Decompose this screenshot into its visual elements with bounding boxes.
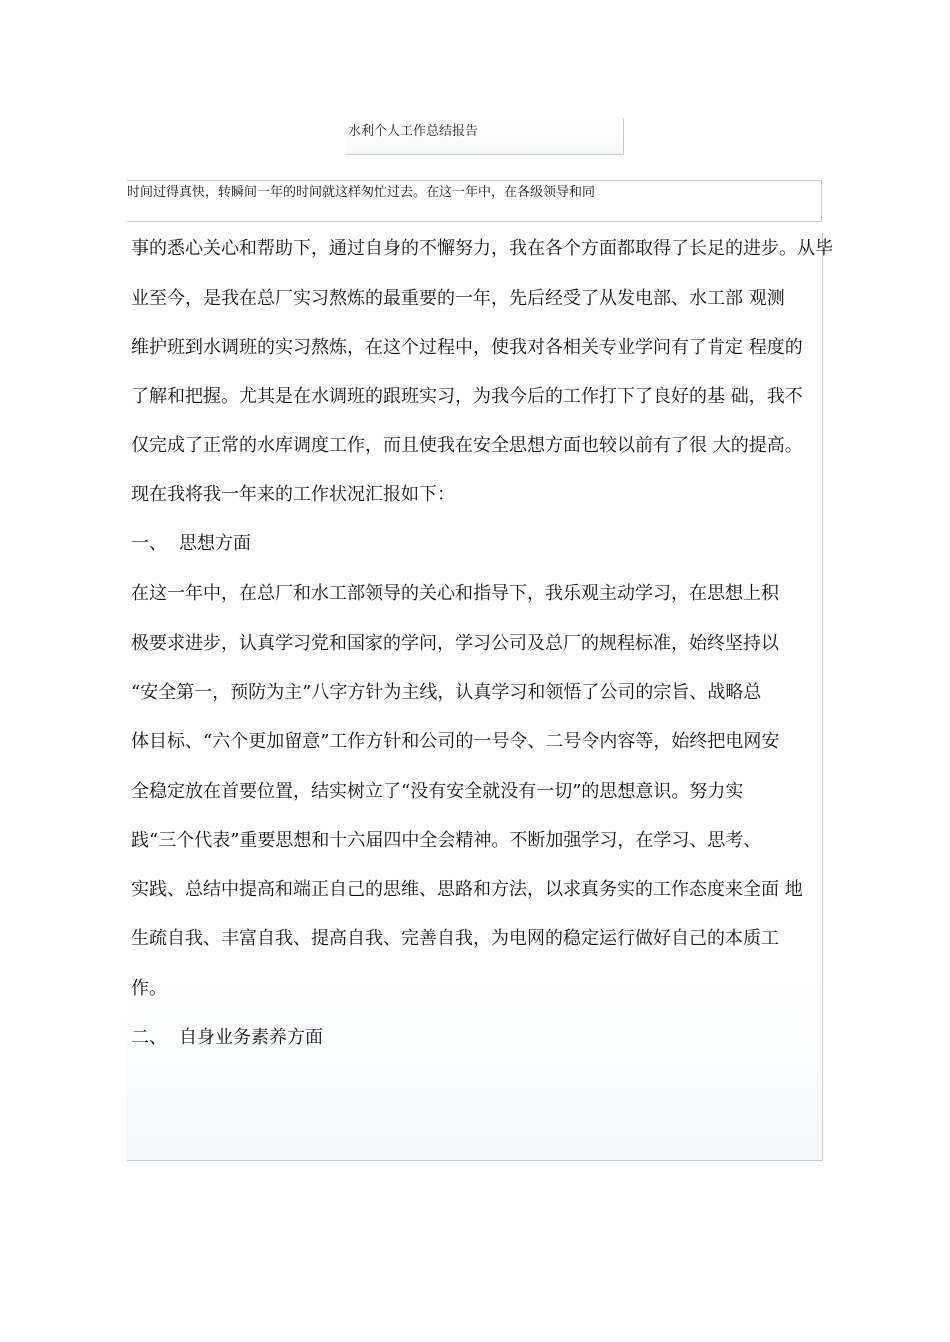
paragraph-line: 极要求进步，认真学习党和国家的学问，学习公司及总厂的规程标准，始终坚持以 [131, 633, 779, 654]
paragraph-line: 事的悉心关心和帮助下，通过自身的不懈努力，我在各个方面都取得了长足的进步。从毕 [131, 238, 833, 259]
paragraph-line: 维护班到水调班的实习熬炼，在这个过程中，使我对各相关专业学问有了肯定 程度的 [131, 337, 803, 358]
paragraph-line: 了解和把握。尤其是在水调班的跟班实习，为我今后的工作打下了良好的基 础，我不 [131, 386, 803, 407]
section-title: 自身业务素养方面 [179, 1027, 323, 1048]
paragraph-line: 实践、总结中提高和端正自己的思维、思路和方法，以求真务实的工作态度来全面 地 [131, 879, 803, 900]
section-heading-1 [131, 532, 251, 556]
intro-box [127, 180, 822, 222]
paragraph-line: 作。 [131, 978, 167, 999]
section-heading-2 [131, 1026, 323, 1050]
paragraph-line: 现在我将我一年来的工作状况汇报如下： [131, 484, 455, 505]
paragraph-line: 全稳定放在首要位置，结实树立了“没有安全就没有一切”的思想意识。努力实 [131, 781, 744, 802]
paragraph-line: 仅完成了正常的水库调度工作，而且使我在安全思想方面也较以前有了很 大的提高。 [131, 435, 803, 456]
body-text-box [127, 233, 833, 1161]
document-title-box [346, 118, 624, 155]
paragraph-line: 在这一年中，在总厂和水工部领导的关心和指导下，我乐观主动学习，在思想上积 [131, 583, 779, 604]
document-title: 水利个人工作总结报告 [348, 124, 479, 139]
section-number: 二、 [131, 1027, 167, 1048]
paragraph-line: 体目标、“六个更加留意”工作方针和公司的一号令、二号令内容等，始终把电网安 [131, 731, 780, 752]
paragraph-line: 生疏自我、丰富自我、提高自我、完善自我，为电网的稳定运行做好自己的本质工 [131, 928, 779, 949]
section-number: 一、 [131, 533, 167, 554]
section-title: 思想方面 [179, 533, 251, 554]
paragraph-line: 践“三个代表”重要思想和十六届四中全会精神。不断加强学习，在学习、思考、 [131, 830, 762, 851]
intro-text: 时间过得真快，转瞬间一年的时间就这样匆忙过去。在这一年中，在各级领导和同 [127, 185, 596, 200]
paragraph-line: “安全第一，预防为主”八字方针为主线，认真学习和领悟了公司的宗旨、战略总 [131, 682, 762, 703]
paragraph-line: 业至今，是我在总厂实习熬炼的最重要的一年，先后经受了从发电部、水工部 观测 [131, 288, 785, 309]
